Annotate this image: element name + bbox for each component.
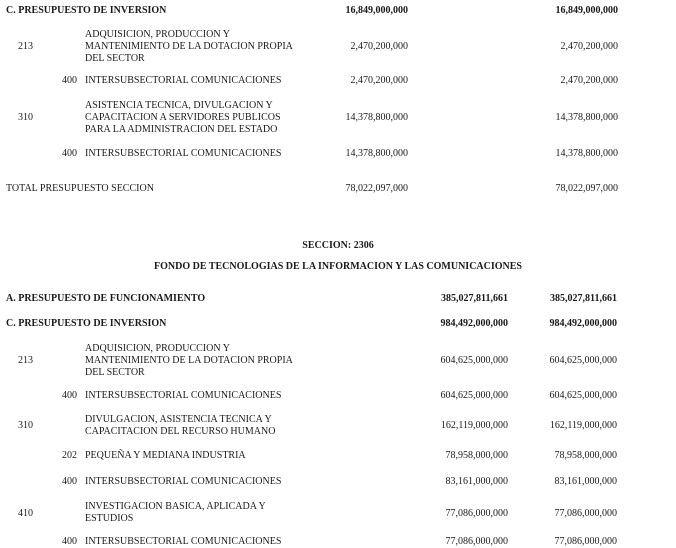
program-value-2: 14,378,800,000	[555, 112, 618, 123]
program-value-2: 2,470,200,000	[560, 41, 618, 52]
subprogram-value-2: 2,470,200,000	[560, 75, 618, 86]
funcionamiento-value-1: 385,027,811,661	[441, 293, 508, 304]
section-title: FONDO DE TECNOLOGIAS DE LA INFORMACION Y LAS COMUNICACIONES	[153, 261, 522, 272]
program-code: 213	[18, 41, 33, 52]
subprogram-code: 400	[62, 148, 77, 159]
total-value-1: 78,022,097,000	[345, 183, 408, 194]
subprogram-value-1: 78,958,000,000	[445, 450, 508, 461]
program-code: 310	[18, 112, 33, 123]
program-value-2: 77,086,000,000	[554, 508, 617, 519]
subprogram-code: 400	[62, 390, 77, 401]
subprogram-label: INTERSUBSECTORIAL COMUNICACIONES	[85, 536, 282, 547]
subprogram-value-1: 604,625,000,000	[440, 390, 508, 401]
subprogram-label: INTERSUBSECTORIAL COMUNICACIONES	[85, 390, 282, 401]
program-description: ADQUISICION, PRODUCCION Y MANTENIMIENTO DE LA DOTACION PROPIA DEL SECTOR	[85, 29, 293, 64]
subprogram-value-1: 2,470,200,000	[350, 75, 408, 86]
inversion-value-1: 984,492,000,000	[440, 318, 508, 329]
subprogram-code: 400	[62, 536, 77, 547]
subprogram-value-1: 83,161,000,000	[445, 476, 508, 487]
total-label: TOTAL PRESUPUESTO SECCION	[6, 183, 154, 194]
subprogram-value-1: 77,086,000,000	[445, 536, 508, 547]
subprogram-label: INTERSUBSECTORIAL COMUNICACIONES	[85, 476, 282, 487]
subprogram-value-2: 77,086,000,000	[554, 536, 617, 547]
program-value-1: 14,378,800,000	[345, 112, 408, 123]
funcionamiento-label: A. PRESUPUESTO DE FUNCIONAMIENTO	[6, 293, 206, 304]
inversion-label: C. PRESUPUESTO DE INVERSION	[6, 318, 167, 329]
program-value-1: 162,119,000,000	[440, 420, 508, 431]
program-value-2: 162,119,000,000	[549, 420, 617, 431]
subprogram-label: INTERSUBSECTORIAL COMUNICACIONES	[85, 75, 282, 86]
program-value-1: 2,470,200,000	[350, 41, 408, 52]
subprogram-value-2: 14,378,800,000	[555, 148, 618, 159]
funcionamiento-value-2: 385,027,811,661	[550, 293, 617, 304]
subprogram-value-2: 604,625,000,000	[549, 390, 617, 401]
subprogram-value-2: 78,958,000,000	[554, 450, 617, 461]
program-description: ASISTENCIA TECNICA, DIVULGACION Y CAPACITACION A SERVIDORES PUBLICOS PARA LA ADMINISTRACION DEL ESTADO	[85, 100, 281, 135]
program-description: DIVULGACION, ASISTENCIA TECNICA Y CAPACITACION DEL RECURSO HUMANO	[85, 414, 276, 437]
total-value-2: 78,022,097,000	[555, 183, 618, 194]
subprogram-code: 202	[62, 450, 77, 461]
inversion-value-2: 16,849,000,000	[555, 5, 618, 16]
inversion-value-1: 16,849,000,000	[345, 5, 408, 16]
subprogram-code: 400	[62, 476, 77, 487]
program-code: 410	[18, 508, 33, 519]
subprogram-code: 400	[62, 75, 77, 86]
subprogram-label: INTERSUBSECTORIAL COMUNICACIONES	[85, 148, 282, 159]
program-code: 310	[18, 420, 33, 431]
program-value-1: 77,086,000,000	[445, 508, 508, 519]
subprogram-value-2: 83,161,000,000	[554, 476, 617, 487]
inversion-label: C. PRESUPUESTO DE INVERSION	[6, 5, 167, 16]
program-value-1: 604,625,000,000	[440, 355, 508, 366]
program-code: 213	[18, 355, 33, 366]
subprogram-value-1: 14,378,800,000	[345, 148, 408, 159]
inversion-value-2: 984,492,000,000	[549, 318, 617, 329]
program-value-2: 604,625,000,000	[549, 355, 617, 366]
program-description: ADQUISICION, PRODUCCION Y MANTENIMIENTO DE LA DOTACION PROPIA DEL SECTOR	[85, 343, 293, 378]
program-description: INVESTIGACION BASICA, APLICADA Y ESTUDIOS	[85, 501, 266, 524]
subprogram-label: PEQUEÑA Y MEDIANA INDUSTRIA	[85, 450, 246, 461]
section-heading: SECCION: 2306	[302, 240, 374, 251]
